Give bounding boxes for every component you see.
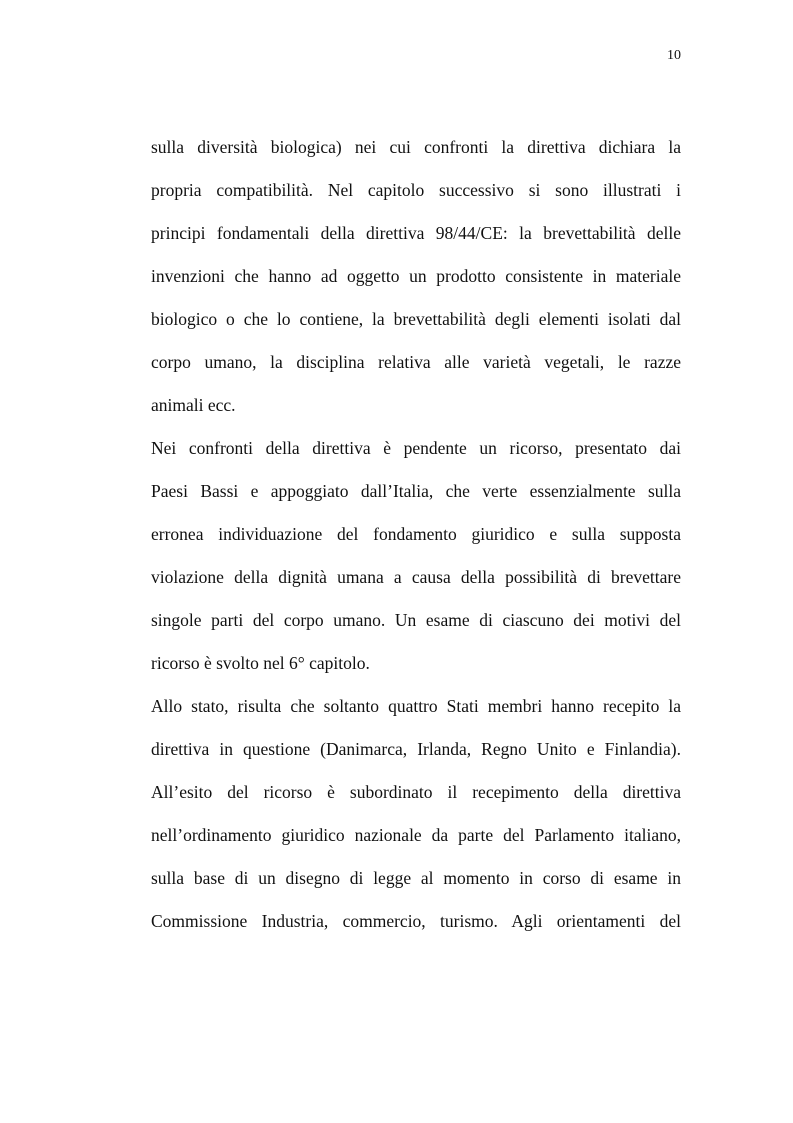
- text-line: ricorso è svolto nel 6° capitolo.: [151, 653, 370, 673]
- text-line: animali ecc.: [151, 395, 236, 415]
- text-line: All’esito del ricorso è subordinato il recepimento della direttiva: [151, 782, 681, 802]
- text-line: Commissione Industria, commercio, turismo. Agli orientamenti del: [151, 911, 681, 931]
- text-line: singole parti del corpo umano. Un esame di ciascuno dei motivi del: [151, 610, 681, 630]
- text-line: propria compatibilità. Nel capitolo successivo si sono illustrati i: [151, 180, 681, 200]
- text-line: Nei confronti della direttiva è pendente un ricorso, presentato dai: [151, 438, 681, 458]
- text-line: direttiva in questione (Danimarca, Irlanda, Regno Unito e Finlandia).: [151, 739, 681, 759]
- body-text: [151, 126, 681, 943]
- text-line: sulla base di un disegno di legge al momento in corso di esame in: [151, 868, 681, 888]
- text-line: sulla diversità biologica) nei cui confronti la direttiva dichiara la: [151, 137, 681, 157]
- text-line: nell’ordinamento giuridico nazionale da parte del Parlamento italiano,: [151, 825, 681, 845]
- text-line: violazione della dignità umana a causa della possibilità di brevettare: [151, 567, 681, 587]
- text-line: Paesi Bassi e appoggiato dall’Italia, che verte essenzialmente sulla: [151, 481, 681, 501]
- text-line: biologico o che lo contiene, la brevettabilità degli elementi isolati dal: [151, 309, 681, 329]
- page-number: 10: [667, 48, 681, 63]
- text-line: erronea individuazione del fondamento giuridico e sulla supposta: [151, 524, 681, 544]
- text-line: principi fondamentali della direttiva 98/44/CE: la brevettabilità delle: [151, 223, 681, 243]
- text-line: Allo stato, risulta che soltanto quattro Stati membri hanno recepito la: [151, 696, 681, 716]
- text-line: corpo umano, la disciplina relativa alle varietà vegetali, le razze: [151, 352, 681, 372]
- text-line: invenzioni che hanno ad oggetto un prodotto consistente in materiale: [151, 266, 681, 286]
